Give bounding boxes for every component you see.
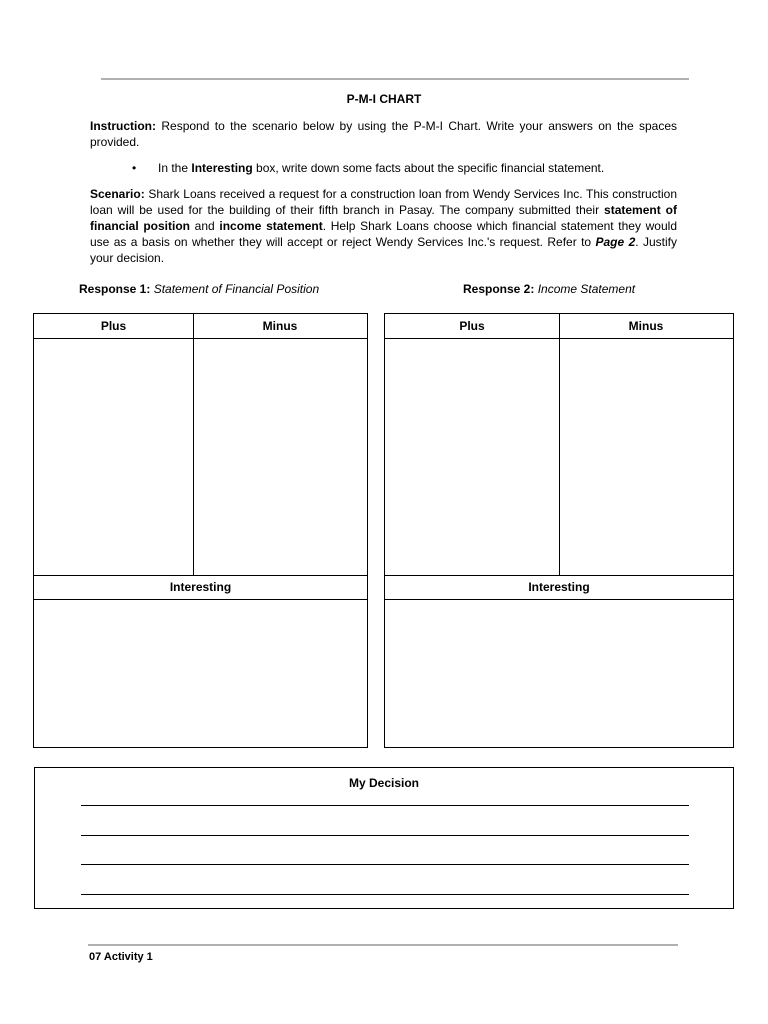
page-title: P-M-I CHART (346, 92, 422, 106)
pmi-chart-2 (384, 313, 734, 748)
minus-header: Minus (262, 319, 298, 333)
scenario-page-ref: Page 2 (595, 235, 636, 249)
interesting-answer-area[interactable] (385, 600, 733, 747)
response-1-label: Response 1: (79, 282, 151, 296)
plus-header: Plus (100, 319, 127, 333)
response-2-label: Response 2: (463, 282, 535, 296)
instruction-label: Instruction: (90, 119, 156, 133)
pmi-chart-1 (33, 313, 368, 748)
bottom-rule (88, 944, 678, 946)
plus-header: Plus (459, 319, 485, 333)
scenario-bold-1: statement of financial position (90, 203, 677, 233)
bullet-post: box, write down some facts about the specific financial statement. (252, 161, 605, 175)
response-2-value: Income Statement (537, 282, 636, 296)
instruction-paragraph (90, 118, 677, 150)
decision-write-line[interactable] (81, 864, 689, 865)
plus-answer-area[interactable] (385, 339, 559, 575)
minus-answer-area[interactable] (194, 339, 367, 575)
decision-box (34, 767, 734, 909)
minus-answer-area[interactable] (560, 339, 733, 575)
response-2 (463, 282, 635, 296)
interesting-answer-area[interactable] (34, 600, 367, 747)
top-rule (101, 78, 689, 80)
interesting-header: Interesting (169, 580, 232, 594)
decision-write-line[interactable] (81, 894, 689, 895)
scenario-paragraph (90, 186, 677, 266)
decision-title: My Decision (348, 776, 420, 790)
bullet-icon: • (132, 161, 137, 175)
bullet-text (158, 160, 604, 176)
footer-label: 07 Activity 1 (89, 951, 153, 963)
scenario-bold-2: income statement (219, 219, 323, 233)
bullet-bold: Interesting (191, 161, 253, 175)
decision-write-line[interactable] (81, 805, 689, 806)
decision-write-line[interactable] (81, 835, 689, 836)
minus-header: Minus (628, 319, 664, 333)
response-1 (79, 282, 319, 296)
scenario-label: Scenario: (90, 187, 145, 201)
scenario-text-3: . Help Shark Loans choose which financial statement they would use as a basis on whether they will accept or reject Wendy Services Inc.'s request. Refer to (90, 219, 677, 249)
scenario-text-4: . Justify your decision. (90, 235, 677, 265)
scenario-text-2: and (190, 219, 220, 233)
instruction-text: Respond to the scenario below by using the P-M-I Chart. Write your answers on the spaces provided. (90, 119, 677, 149)
scenario-text-1: Shark Loans received a request for a construction loan from Wendy Services Inc. This construction loan will be used for the building of their fifth branch in Pasay. The company submitted their (90, 187, 677, 217)
bullet-pre: In the (158, 161, 192, 175)
interesting-header: Interesting (528, 580, 590, 594)
response-1-value: Statement of Financial Position (153, 282, 320, 296)
plus-answer-area[interactable] (34, 339, 193, 575)
